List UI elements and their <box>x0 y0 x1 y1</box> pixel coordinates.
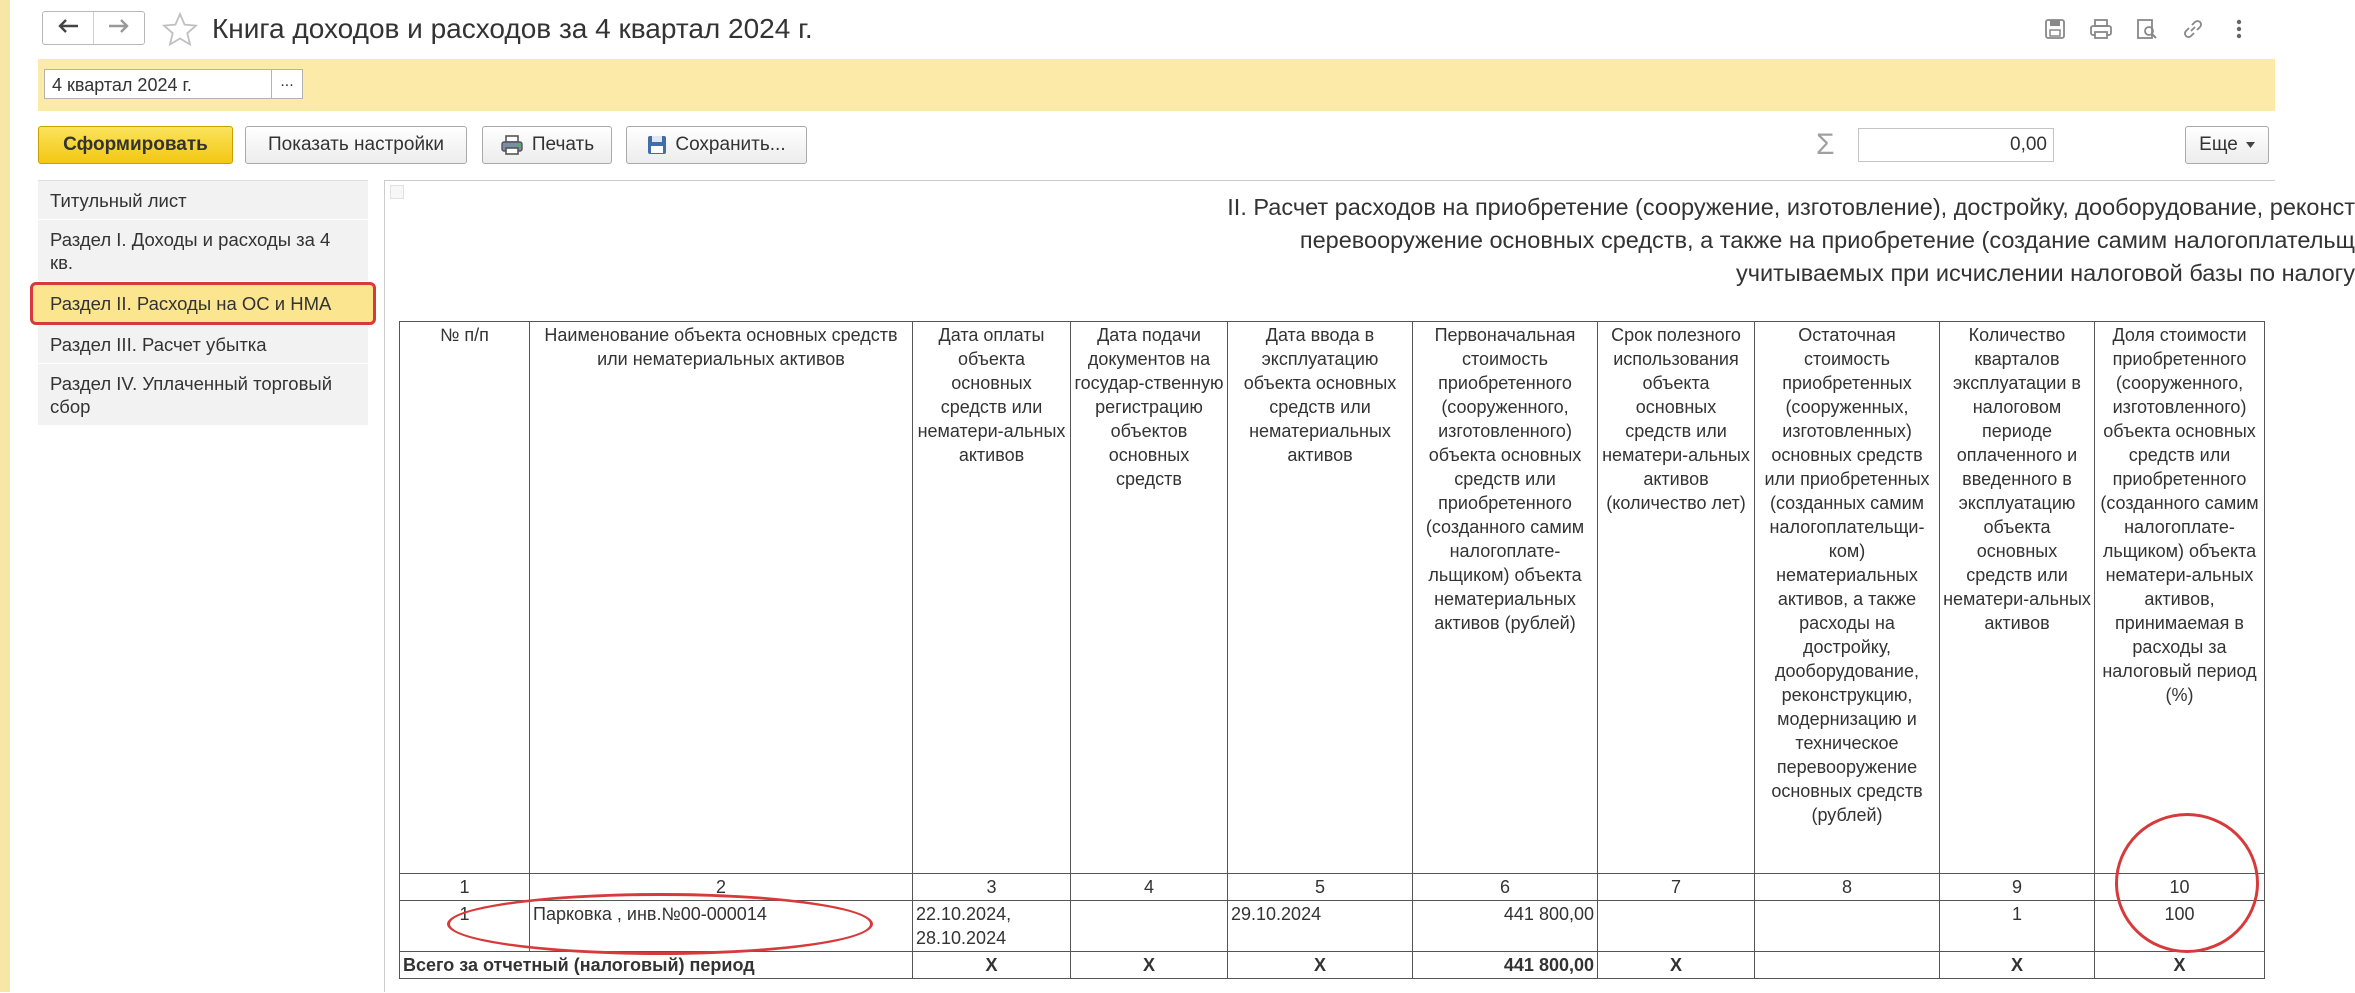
table-row <box>400 901 2265 952</box>
period-input[interactable]: 4 квартал 2024 г. <box>44 69 272 99</box>
table-header-row <box>400 322 2265 874</box>
asset-name-cell[interactable]: Парковка , инв.№00-000014 <box>530 901 913 952</box>
column-header: Дата ввода в эксплуатацию объекта основных средств или нематериальных активов <box>1228 322 1413 874</box>
printer-icon <box>500 134 524 156</box>
column-header: Дата подачи документов на государ-ственную регистрацию объектов основных средств <box>1071 322 1228 874</box>
more-button[interactable] <box>2185 126 2269 164</box>
column-number: 3 <box>913 874 1071 901</box>
expenses-table <box>399 321 2265 979</box>
column-header: Доля стоимости приобретенного (сооруженного, изготовленного) объекта основных средств или приобретенного (созданного самим налогоплате-льщиком) объекта нематери-альных активов, принимаемая в расходы за налоговый период (%) <box>2095 322 2265 874</box>
column-number: 1 <box>400 874 530 901</box>
sum-field[interactable]: 0,00 <box>1858 128 2054 162</box>
sidebar-item-label: Раздел III. Расчет убытка <box>50 334 267 355</box>
sidebar-item-section-1[interactable] <box>38 220 368 282</box>
total-cell: X <box>1228 952 1413 979</box>
floppy-disk-icon <box>647 135 667 155</box>
report-spreadsheet[interactable] <box>384 180 2355 992</box>
left-accent-strip <box>0 0 10 992</box>
report-heading-line: перевооружение основных средств, а также на приобретение (создание самим налогоплательщ <box>1299 227 2355 253</box>
column-number: 5 <box>1228 874 1413 901</box>
save-button-label: Сохранить... <box>675 134 786 155</box>
forward-arrow-icon <box>108 18 130 39</box>
save-button[interactable] <box>626 126 807 164</box>
sheet-corner-marker <box>390 185 404 199</box>
payment-date: 28.10.2024 <box>916 928 1007 948</box>
print-button[interactable] <box>482 126 612 164</box>
generate-button[interactable] <box>38 126 233 164</box>
column-numbers-row <box>400 874 2265 901</box>
column-header: Остаточная стоимость приобретенных (сооруженных, изготовленных) основных средств или приобретенных (созданных самим налогоплательщи-ком) нематериальных активов, а также расходы на достройку, дооборудование, реконструкцию, модернизацию и техническое перевооружение основных средств (рублей) <box>1755 322 1940 874</box>
sidebar-item-label: Титульный лист <box>50 190 187 211</box>
payment-date: 22.10.2024, <box>916 904 1012 924</box>
preview-icon[interactable] <box>2133 15 2161 43</box>
sidebar-item-label: Раздел II. Расходы на ОС и НМА <box>50 293 332 314</box>
show-settings-button[interactable] <box>245 126 467 164</box>
initial-cost-cell[interactable]: 441 800,00 <box>1413 901 1598 952</box>
link-icon[interactable] <box>2179 15 2207 43</box>
column-header: № п/п <box>400 322 530 874</box>
total-cell: X <box>1071 952 1228 979</box>
report-heading <box>855 191 2355 290</box>
sidebar-item-title-page[interactable] <box>38 181 368 220</box>
total-cell: X <box>1940 952 2095 979</box>
period-bar <box>38 59 2275 111</box>
favorite-star-icon[interactable] <box>162 12 198 51</box>
page-title: Книга доходов и расходов за 4 квартал 2024 г. <box>212 13 813 44</box>
payment-date-cell[interactable] <box>913 901 1071 952</box>
total-cell: X <box>2095 952 2265 979</box>
share-percent-cell[interactable]: 100 <box>2095 901 2265 952</box>
more-vertical-icon[interactable] <box>2225 15 2253 43</box>
total-initial-cost: 441 800,00 <box>1413 952 1598 979</box>
show-settings-label: Показать настройки <box>268 134 444 155</box>
column-number: 9 <box>1940 874 2095 901</box>
residual-cost-cell[interactable] <box>1755 901 1940 952</box>
report-heading-line: учитываемых при исчислении налоговой базы по налогу <box>1735 260 2355 286</box>
sidebar-item-label: Раздел IV. Уплаченный торговый сбор <box>50 373 333 417</box>
generate-button-label: Сформировать <box>63 134 208 155</box>
column-header: Дата оплаты объекта основных средств или нематери-альных активов <box>913 322 1071 874</box>
more-button-label: Еще <box>2199 134 2238 155</box>
column-header: Первоначальная стоимость приобретенного (сооруженного, изготовленного) объекта основных средств или приобретенного (созданного самим налогоплате-льщиком) объекта нематериальных активов (рублей) <box>1413 322 1598 874</box>
useful-life-cell[interactable] <box>1598 901 1755 952</box>
total-cell: X <box>1598 952 1755 979</box>
navigation-buttons <box>42 11 145 45</box>
report-heading-line: II. Расчет расходов на приобретение (сооружение, изготовление), достройку, дооборудование, реконст <box>1227 194 2355 220</box>
total-label: Всего за отчетный (налоговый) период <box>400 952 913 979</box>
commission-date-cell[interactable]: 29.10.2024 <box>1228 901 1413 952</box>
registration-date-cell[interactable] <box>1071 901 1228 952</box>
row-number-cell[interactable]: 1 <box>400 901 530 952</box>
title-bar <box>38 0 2275 58</box>
sidebar-item-label: Раздел I. Доходы и расходы за 4 кв. <box>50 229 331 273</box>
column-number: 8 <box>1755 874 1940 901</box>
print-icon[interactable] <box>2087 15 2115 43</box>
column-header: Наименование объекта основных средств или нематериальных активов <box>530 322 913 874</box>
column-number: 10 <box>2095 874 2265 901</box>
total-row <box>400 952 2265 979</box>
period-select-button[interactable]: ... <box>271 69 303 99</box>
quarters-cell[interactable]: 1 <box>1940 901 2095 952</box>
back-arrow-icon <box>57 18 79 39</box>
sidebar-item-section-2[interactable] <box>32 284 374 323</box>
sidebar-item-section-3[interactable] <box>38 325 368 364</box>
total-cell: X <box>913 952 1071 979</box>
column-number: 4 <box>1071 874 1228 901</box>
report-sections-sidebar <box>38 180 368 993</box>
window-actions <box>2041 15 2253 43</box>
sum-sigma-icon: Σ <box>1816 128 1835 161</box>
column-number: 7 <box>1598 874 1755 901</box>
column-header: Срок полезного использования объекта основных средств или нематери-альных активов (количество лет) <box>1598 322 1755 874</box>
dropdown-caret-icon <box>2246 142 2255 148</box>
save-disk-icon[interactable] <box>2041 15 2069 43</box>
column-number: 6 <box>1413 874 1598 901</box>
forward-button[interactable] <box>93 12 144 44</box>
sidebar-item-section-4[interactable] <box>38 364 368 426</box>
column-header: Количество кварталов эксплуатации в налоговом периоде оплаченного и введенного в эксплуатацию объекта основных средств или нематери-альных активов <box>1940 322 2095 874</box>
column-number: 2 <box>530 874 913 901</box>
total-cell <box>1755 952 1940 979</box>
print-button-label: Печать <box>531 134 595 155</box>
back-button[interactable] <box>43 12 93 44</box>
